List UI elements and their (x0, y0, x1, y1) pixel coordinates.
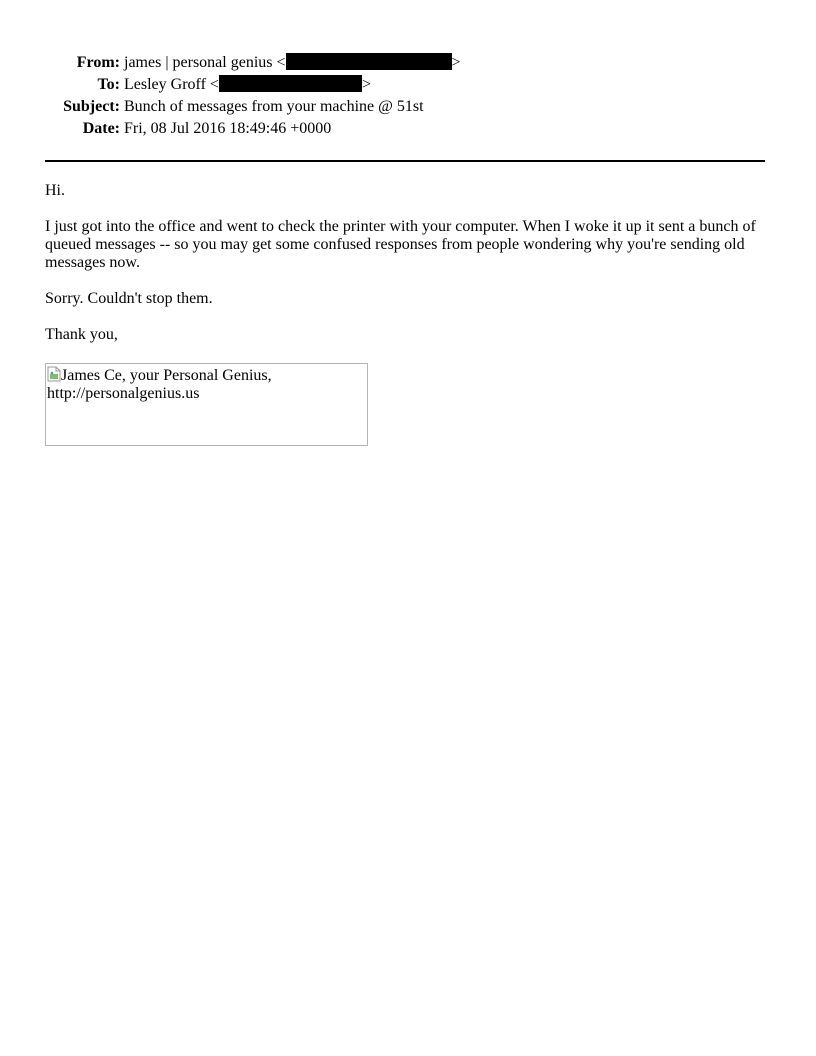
email-header (45, 52, 461, 140)
signature-image (45, 363, 368, 446)
open-bracket: < (209, 76, 219, 93)
redacted-to-address (219, 75, 362, 92)
header-divider (45, 160, 765, 162)
subject-value: Bunch of messages from your machine @ 51st (124, 98, 424, 115)
email-body (45, 182, 767, 362)
body-paragraph-1: I just got into the office and went to check the printer with your computer. When I woke it up it sent a bunch of queued messages -- so you may get some confused responses from people wondering why you're sending old messages now. (45, 218, 756, 271)
subject-label: Subject: (63, 98, 120, 115)
date-value: Fri, 08 Jul 2016 18:49:46 +0000 (124, 120, 332, 137)
from-label: From: (76, 54, 120, 71)
greeting: Hi. (45, 182, 65, 199)
to-row (45, 74, 461, 96)
body-paragraph-2: Sorry. Couldn't stop them. (45, 290, 213, 307)
from-row (45, 52, 461, 74)
signature-alt-text: James Ce, your Personal Genius, http://personalgenius.us (47, 367, 272, 402)
to-value (124, 74, 461, 96)
close-bracket: > (451, 54, 461, 71)
redacted-from-address (286, 53, 452, 70)
open-bracket: < (276, 54, 286, 71)
date-label: Date: (82, 120, 120, 137)
broken-image-icon (47, 366, 61, 382)
closing: Thank you, (45, 326, 118, 343)
date-row (45, 118, 461, 140)
close-bracket: > (361, 76, 371, 93)
subject-row (45, 96, 461, 118)
from-value (124, 52, 461, 74)
to-name: Lesley Groff (124, 76, 206, 93)
to-label: To: (97, 76, 120, 93)
from-name: james | personal genius (124, 54, 273, 71)
